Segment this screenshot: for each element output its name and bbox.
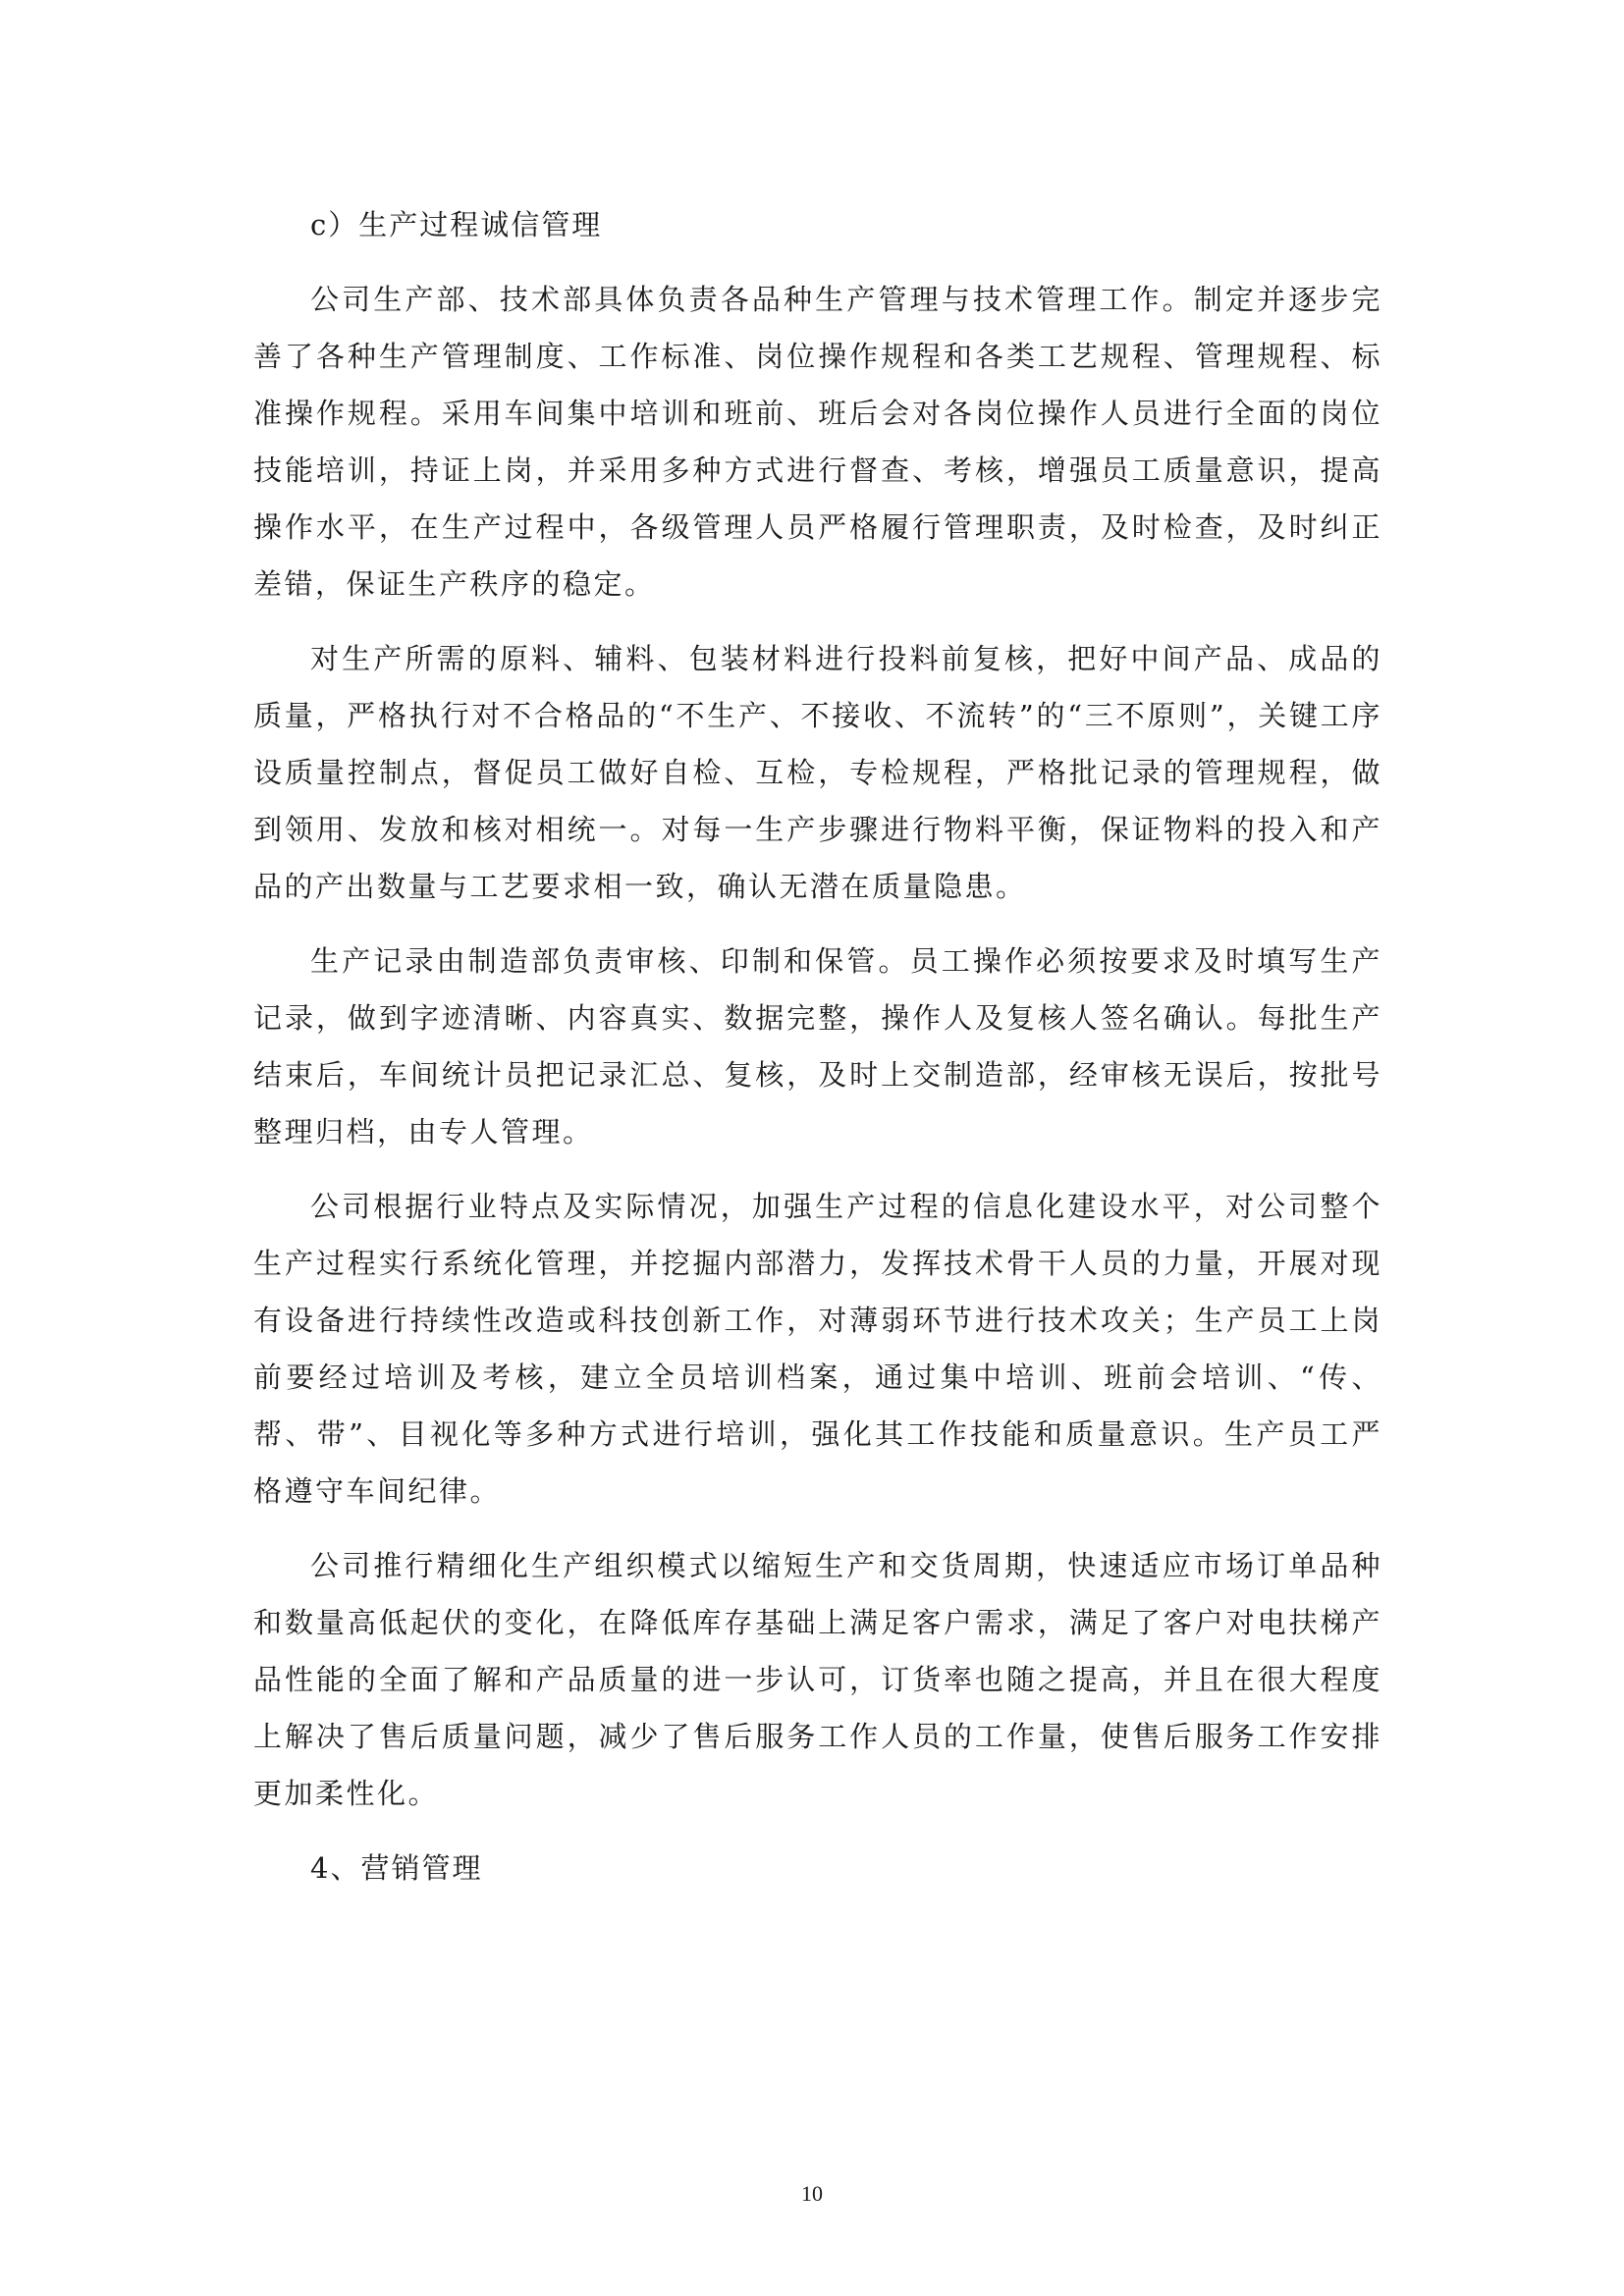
paragraph-informatization: 公司根据行业特点及实际情况，加强生产过程的信息化建设水平，对公司整个生产过程实行系统化管理，并挖掘内部潜力，发挥技术骨干人员的力量，开展对现有设备进行持续性改造或科技创新工作，对薄弱环节进行技术攻关；生产员工上岗前要经过培训及考核，建立全员培训档案，通过集中培训、班前会培训、“传、帮、带”、目视化等多种方式进行培训，强化其工作技能和质量意识。生产员工严格遵守车间纪律。	[253, 1190, 1382, 1508]
paragraph-production-management: 公司生产部、技术部具体负责各品种生产管理与技术管理工作。制定并逐步完善了各种生产管理制度、工作标准、岗位操作规程和各类工艺规程、管理规程、标准操作规程。采用车间集中培训和班前、班后会对各岗位操作人员进行全面的岗位技能培训，持证上岗，并采用多种方式进行督查、考核，增强员工质量意识，提高操作水平，在生产过程中，各级管理人员严格履行管理职责，及时检查，及时纠正差错，保证生产秩序的稳定。	[253, 283, 1382, 601]
document-page	[253, 196, 1382, 1914]
paragraph-lean-production: 公司推行精细化生产组织模式以缩短生产和交货周期，快速适应市场订单品种和数量高低起伏的变化，在降低库存基础上满足客户需求，满足了客户对电扶梯产品性能的全面了解和产品质量的进一步认可，订货率也随之提高，并且在很大程度上解决了售后质量问题，减少了售后服务工作人员的工作量，使售后服务工作安排更加柔性化。	[253, 1549, 1382, 1810]
paragraph-production-records: 生产记录由制造部负责审核、印制和保管。员工操作必须按要求及时填写生产记录，做到字迹清晰、内容真实、数据完整，操作人及复核人签名确认。每批生产结束后，车间统计员把记录汇总、复核，及时上交制造部，经审核无误后，按批号整理归档，由专人管理。	[253, 944, 1382, 1148]
paragraph-material-control: 对生产所需的原料、辅料、包装材料进行投料前复核，把好中间产品、成品的质量，严格执行对不合格品的“不生产、不接收、不流转”的“三不原则”，关键工序设质量控制点，督促员工做好自检、互检，专检规程，严格批记录的管理规程，做到领用、发放和核对相统一。对每一生产步骤进行物料平衡，保证物料的投入和产品的产出数量与工艺要求相一致，确认无潜在质量隐患。	[253, 642, 1382, 903]
section-heading: c）生产过程诚信管理	[310, 208, 603, 241]
next-section-heading: 4、营销管理	[310, 1851, 483, 1885]
page-number: 10	[801, 2181, 823, 2206]
